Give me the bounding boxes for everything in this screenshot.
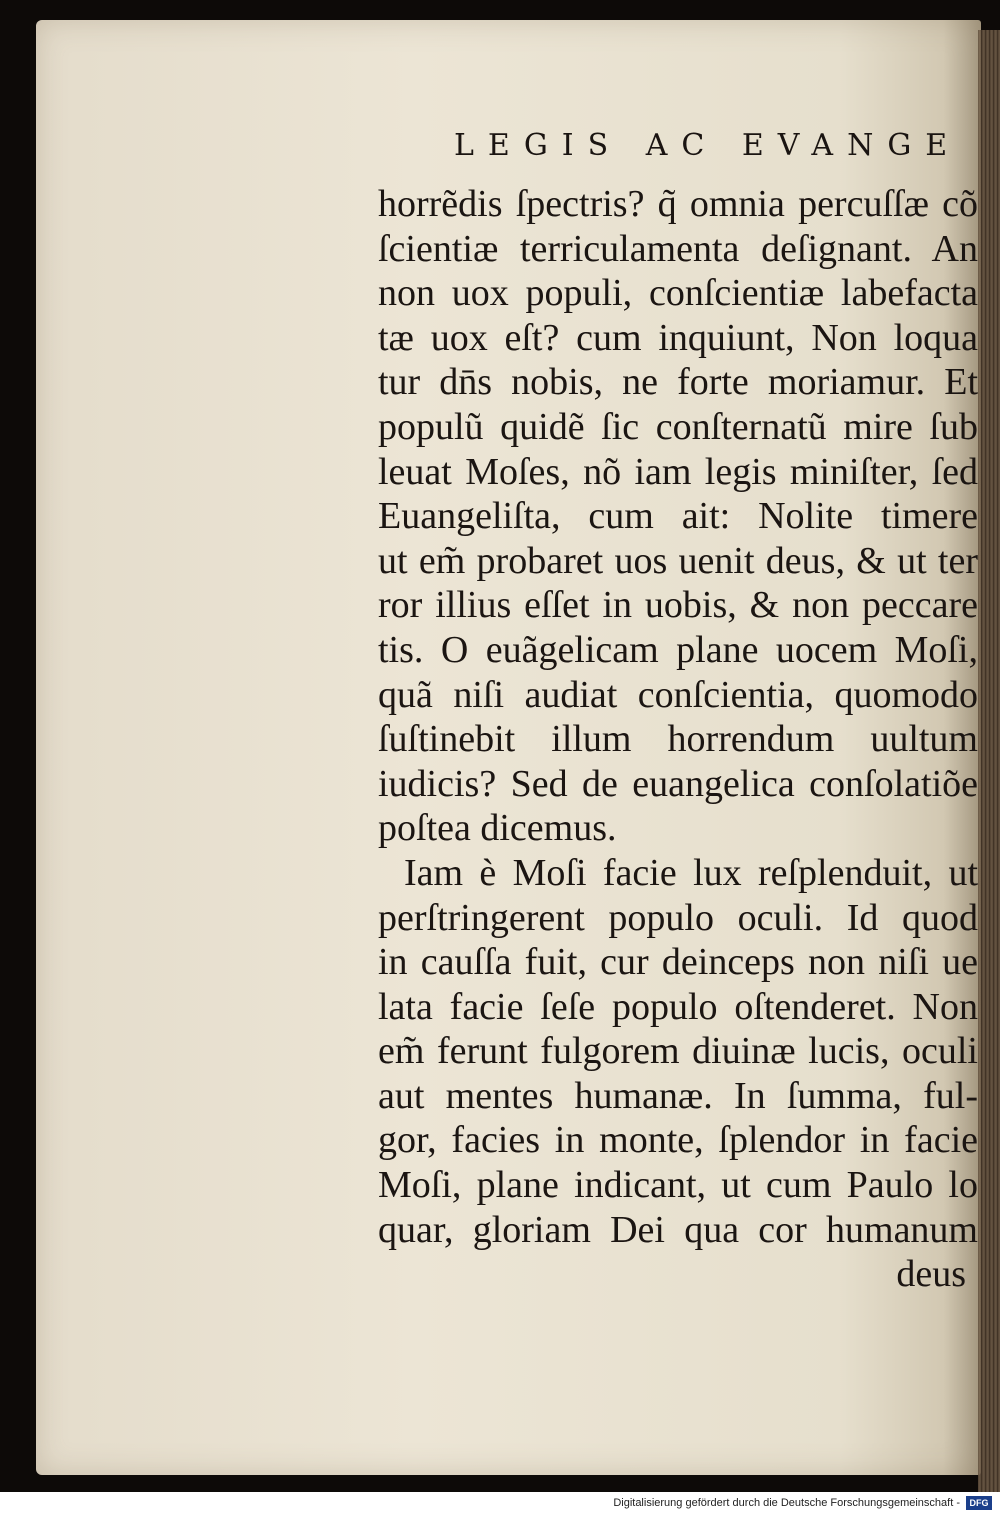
- text-line: leuat Moſes, nõ iam legis miniſter, ſed: [378, 450, 978, 493]
- text-line: ror illius eſſet in uobis, & non peccare: [378, 584, 978, 627]
- page-body-text: [378, 182, 978, 1297]
- text-line: iudicis? Sed de euangelica conſolatiõe: [378, 762, 978, 805]
- text-line: ſuſtinebit illum horrendum uultum: [378, 718, 978, 761]
- text-line: Euangeliſta, cum ait: Nolite timere: [378, 495, 978, 538]
- text-line: populũ quidẽ ſic conſternatũ mire ſub: [378, 405, 978, 448]
- text-line: gor, facies in monte, ſplendor in facie: [378, 1119, 978, 1162]
- text-line: aut mentes humanæ. In ſumma, ful-: [378, 1074, 978, 1117]
- text-line: perſtringerent populo oculi. Id quod: [378, 896, 978, 939]
- text-line: quã niſi audiat conſcientia, quomodo: [378, 673, 978, 716]
- text-line: non uox populi, conſcientiæ labefacta: [378, 272, 978, 315]
- funding-credit: Digitalisierung gefördert durch die Deutsche Forschungsgemeinschaft -: [613, 1497, 960, 1509]
- text-line: in cauſſa fuit, cur deinceps non niſi ue: [378, 941, 978, 984]
- text-line: ut em̃ probaret uos uenit deus, & ut ter: [378, 539, 978, 582]
- text-line: tur dn̄s nobis, ne forte moriamur. Et: [378, 361, 978, 404]
- text-line: tæ uox eſt? cum inquiunt, Non loqua: [378, 316, 978, 359]
- running-head: LEGIS AC EVANGE: [454, 128, 962, 163]
- text-line: em̃ ferunt fulgorem diuinæ lucis, oculi: [378, 1030, 978, 1073]
- text-line: quar, gloriam Dei qua cor humanum: [378, 1208, 978, 1251]
- catchword: deus: [896, 1253, 966, 1296]
- text-line: horrẽdis ſpectris? q̃ omnia percuſſæ cõ: [378, 183, 978, 225]
- dfg-logo-icon: DFG: [966, 1496, 992, 1510]
- text-line: Iam è Moſi facie lux reſplenduit, ut: [404, 851, 978, 894]
- text-line: tis. O euãgelicam plane uocem Moſi,: [378, 628, 978, 671]
- footer-bar: [0, 1492, 1000, 1516]
- text-line: ſcientiæ terriculamenta deſignant. An: [378, 227, 978, 270]
- book-page: [36, 20, 981, 1475]
- text-line: poſtea dicemus.: [378, 807, 617, 850]
- text-line: lata facie ſeſe populo oſtenderet. Non: [378, 985, 978, 1028]
- page-edge-stack: [978, 30, 1000, 1500]
- text-line: Moſi, plane indicant, ut cum Paulo lo: [378, 1164, 978, 1207]
